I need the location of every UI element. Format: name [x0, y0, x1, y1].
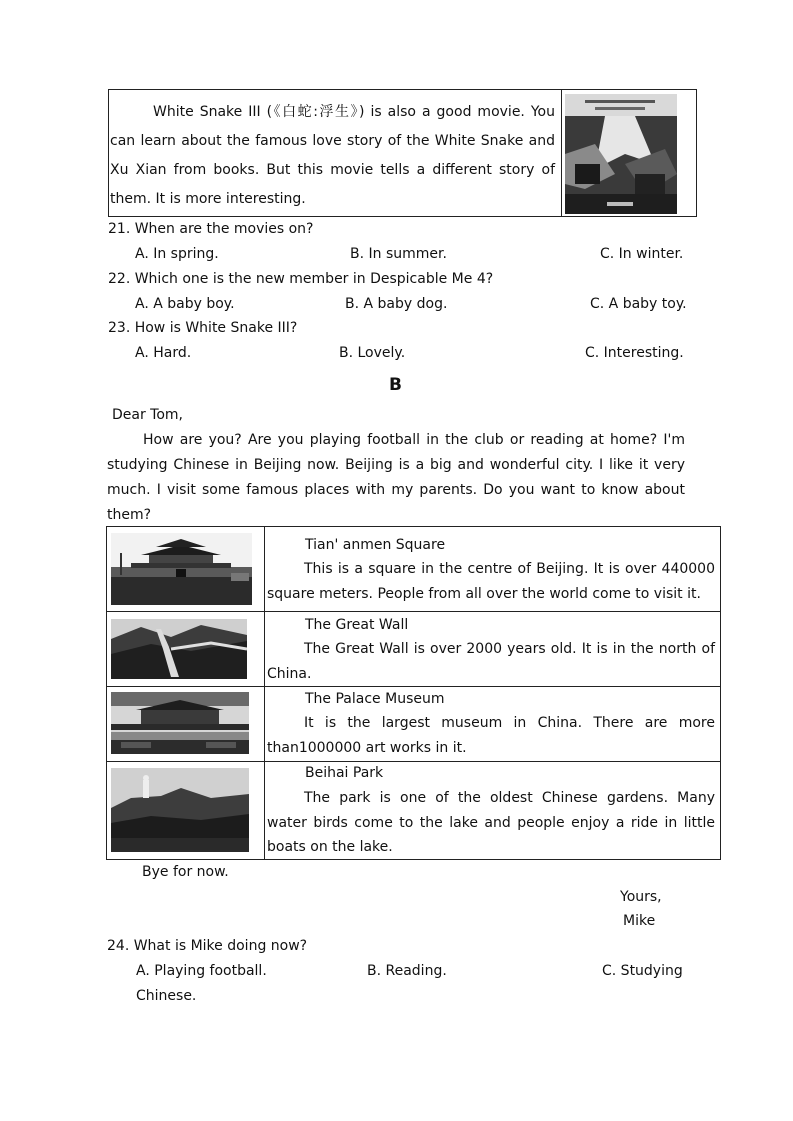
question-24-option-c-continued: Chinese. — [136, 988, 197, 1004]
places-table-row-divider — [107, 761, 720, 762]
letter-sign-off: Yours, — [620, 889, 662, 905]
places-table-column-divider — [264, 527, 265, 859]
movie-box-divider — [561, 90, 562, 216]
places-table-row-divider — [107, 686, 720, 687]
movie-poster-image — [565, 94, 677, 214]
movie-description: White Snake III (《白蛇:浮生》) is also a good movie. You can learn about the famous love story of the White Snake and Xu Xian from books. But this movie tells a different story of them. It is more interesting. — [110, 104, 555, 207]
question-23-option-a[interactable]: A. Hard. — [135, 345, 192, 361]
great-wall-image — [111, 619, 247, 679]
place-title: Tian' anmen Square — [305, 537, 446, 553]
question-22-option-a[interactable]: A. A baby boy. — [135, 296, 235, 312]
beihai-park-image — [111, 768, 249, 852]
question-21-stem: 21. When are the movies on? — [108, 221, 314, 237]
question-22-stem: 22. Which one is the new member in Despicable Me 4? — [108, 271, 494, 287]
place-title: The Great Wall — [305, 617, 409, 633]
section-b-heading: B — [389, 375, 402, 395]
places-table — [106, 526, 721, 860]
place-title: The Palace Museum — [305, 691, 445, 707]
question-21-option-c[interactable]: C. In winter. — [600, 246, 684, 262]
place-description: This is a square in the centre of Beijing. It is over 440000 square meters. People from all over the world come to visit it. — [267, 561, 715, 602]
letter-intro: How are you? Are you playing football in the club or reading at home? I'm studying Chinese in Beijing now. Beijing is a big and wonderful city. I like it very much. I visit some famous places with my parents. Do you want to know about them? — [107, 432, 685, 523]
places-table-row-divider — [107, 611, 720, 612]
question-24-option-a[interactable]: A. Playing football. — [136, 963, 267, 979]
question-23-option-c[interactable]: C. Interesting. — [585, 345, 684, 361]
question-23-stem: 23. How is White Snake III? — [108, 320, 298, 336]
question-21-option-a[interactable]: A. In spring. — [135, 246, 219, 262]
question-22-option-b[interactable]: B. A baby dog. — [345, 296, 448, 312]
question-24-option-b[interactable]: B. Reading. — [367, 963, 447, 979]
letter-closing: Bye for now. — [142, 864, 229, 880]
place-description: The Great Wall is over 2000 years old. It is in the north of China. — [267, 641, 715, 682]
question-21-option-b[interactable]: B. In summer. — [350, 246, 447, 262]
palace-museum-image — [111, 692, 249, 754]
tiananmen-image — [111, 533, 252, 605]
place-description: The park is one of the oldest Chinese gardens. Many water birds come to the lake and people enjoy a ride in little boats on the lake. — [267, 790, 715, 855]
question-22-option-c[interactable]: C. A baby toy. — [590, 296, 687, 312]
letter-signature: Mike — [623, 913, 656, 929]
letter-greeting: Dear Tom, — [112, 407, 184, 423]
question-23-option-b[interactable]: B. Lovely. — [339, 345, 406, 361]
movie-box — [108, 89, 697, 217]
place-title: Beihai Park — [305, 765, 384, 781]
question-24-stem: 24. What is Mike doing now? — [107, 938, 308, 954]
question-24-option-c[interactable]: C. Studying — [602, 963, 683, 979]
place-description: It is the largest museum in China. There are more than1000000 art works in it. — [267, 715, 715, 756]
